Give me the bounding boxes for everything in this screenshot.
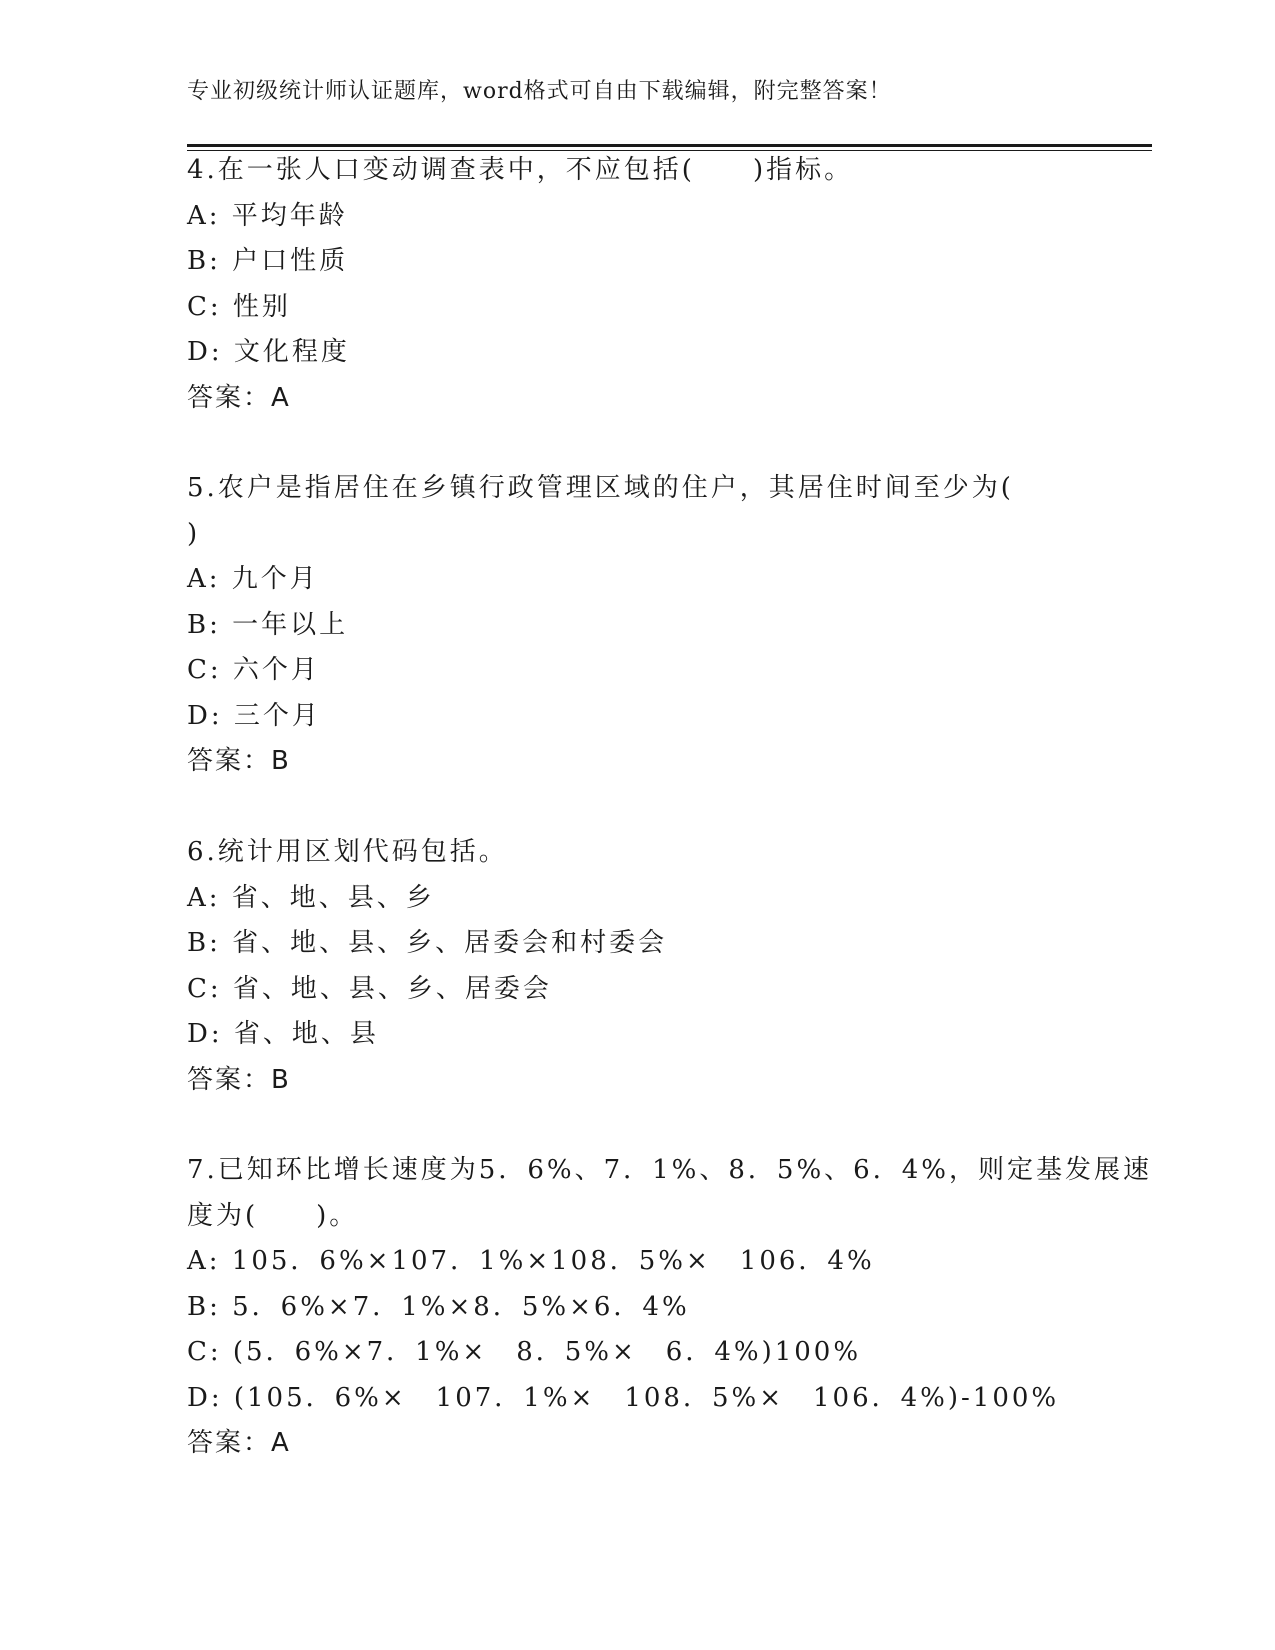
option-a: A: 九个月	[187, 564, 319, 594]
option-d: D: (105．6%× 107．1%× 108．5%× 106．4%)-100%	[187, 1382, 1060, 1413]
question-stem-continued: )	[187, 518, 201, 549]
question-stem-continued: 度为( )。	[187, 1200, 359, 1231]
question-5	[187, 466, 1087, 785]
answer-label: 答案：A	[187, 382, 291, 413]
option-b: B: 一年以上	[187, 609, 349, 640]
answer-label: 答案：A	[187, 1428, 291, 1458]
option-b: B: 户口性质	[187, 246, 349, 276]
option-d: D: 三个月	[187, 700, 321, 731]
option-d: D: 文化程度	[187, 337, 350, 367]
option-c: C: 省、地、县、乡、居委会	[187, 973, 552, 1004]
option-c: C: 六个月	[187, 655, 320, 685]
option-d: D: 省、地、县	[187, 1019, 379, 1049]
page-header: 专业初级统计师认证题库，word格式可自由下载编辑，附完整答案！	[187, 79, 892, 104]
question-4	[187, 148, 1087, 421]
option-c: C: (5．6%×7．1%× 8．5%× 6．4%)100%	[187, 1337, 862, 1367]
option-a: A: 平均年龄	[187, 200, 348, 231]
question-7	[187, 1148, 1152, 1467]
option-a: A: 105．6%×107．1%×108．5%× 106．4%	[187, 1246, 875, 1276]
question-stem: 6.统计用区划代码包括。	[187, 837, 508, 867]
answer-label: 答案：B	[187, 746, 291, 776]
option-b: B: 5．6%×7．1%×8．5%×6．4%	[187, 1291, 690, 1322]
question-stem: 4.在一张人口变动调查表中，不应包括( )指标。	[187, 155, 854, 185]
question-stem: 5.农户是指居住在乡镇行政管理区域的住户，其居住时间至少为(	[187, 473, 1014, 503]
option-a: A: 省、地、县、乡	[187, 882, 435, 913]
option-b: B: 省、地、县、乡、居委会和村委会	[187, 928, 668, 958]
question-stem: 7.已知环比增长速度为5．6%、7．1%、8．5%、6．4%，则定基发展速	[187, 1155, 1152, 1185]
question-6	[187, 830, 1087, 1103]
answer-label: 答案：B	[187, 1064, 291, 1095]
header-divider-thick	[187, 144, 1152, 147]
option-c: C: 性别	[187, 291, 291, 322]
